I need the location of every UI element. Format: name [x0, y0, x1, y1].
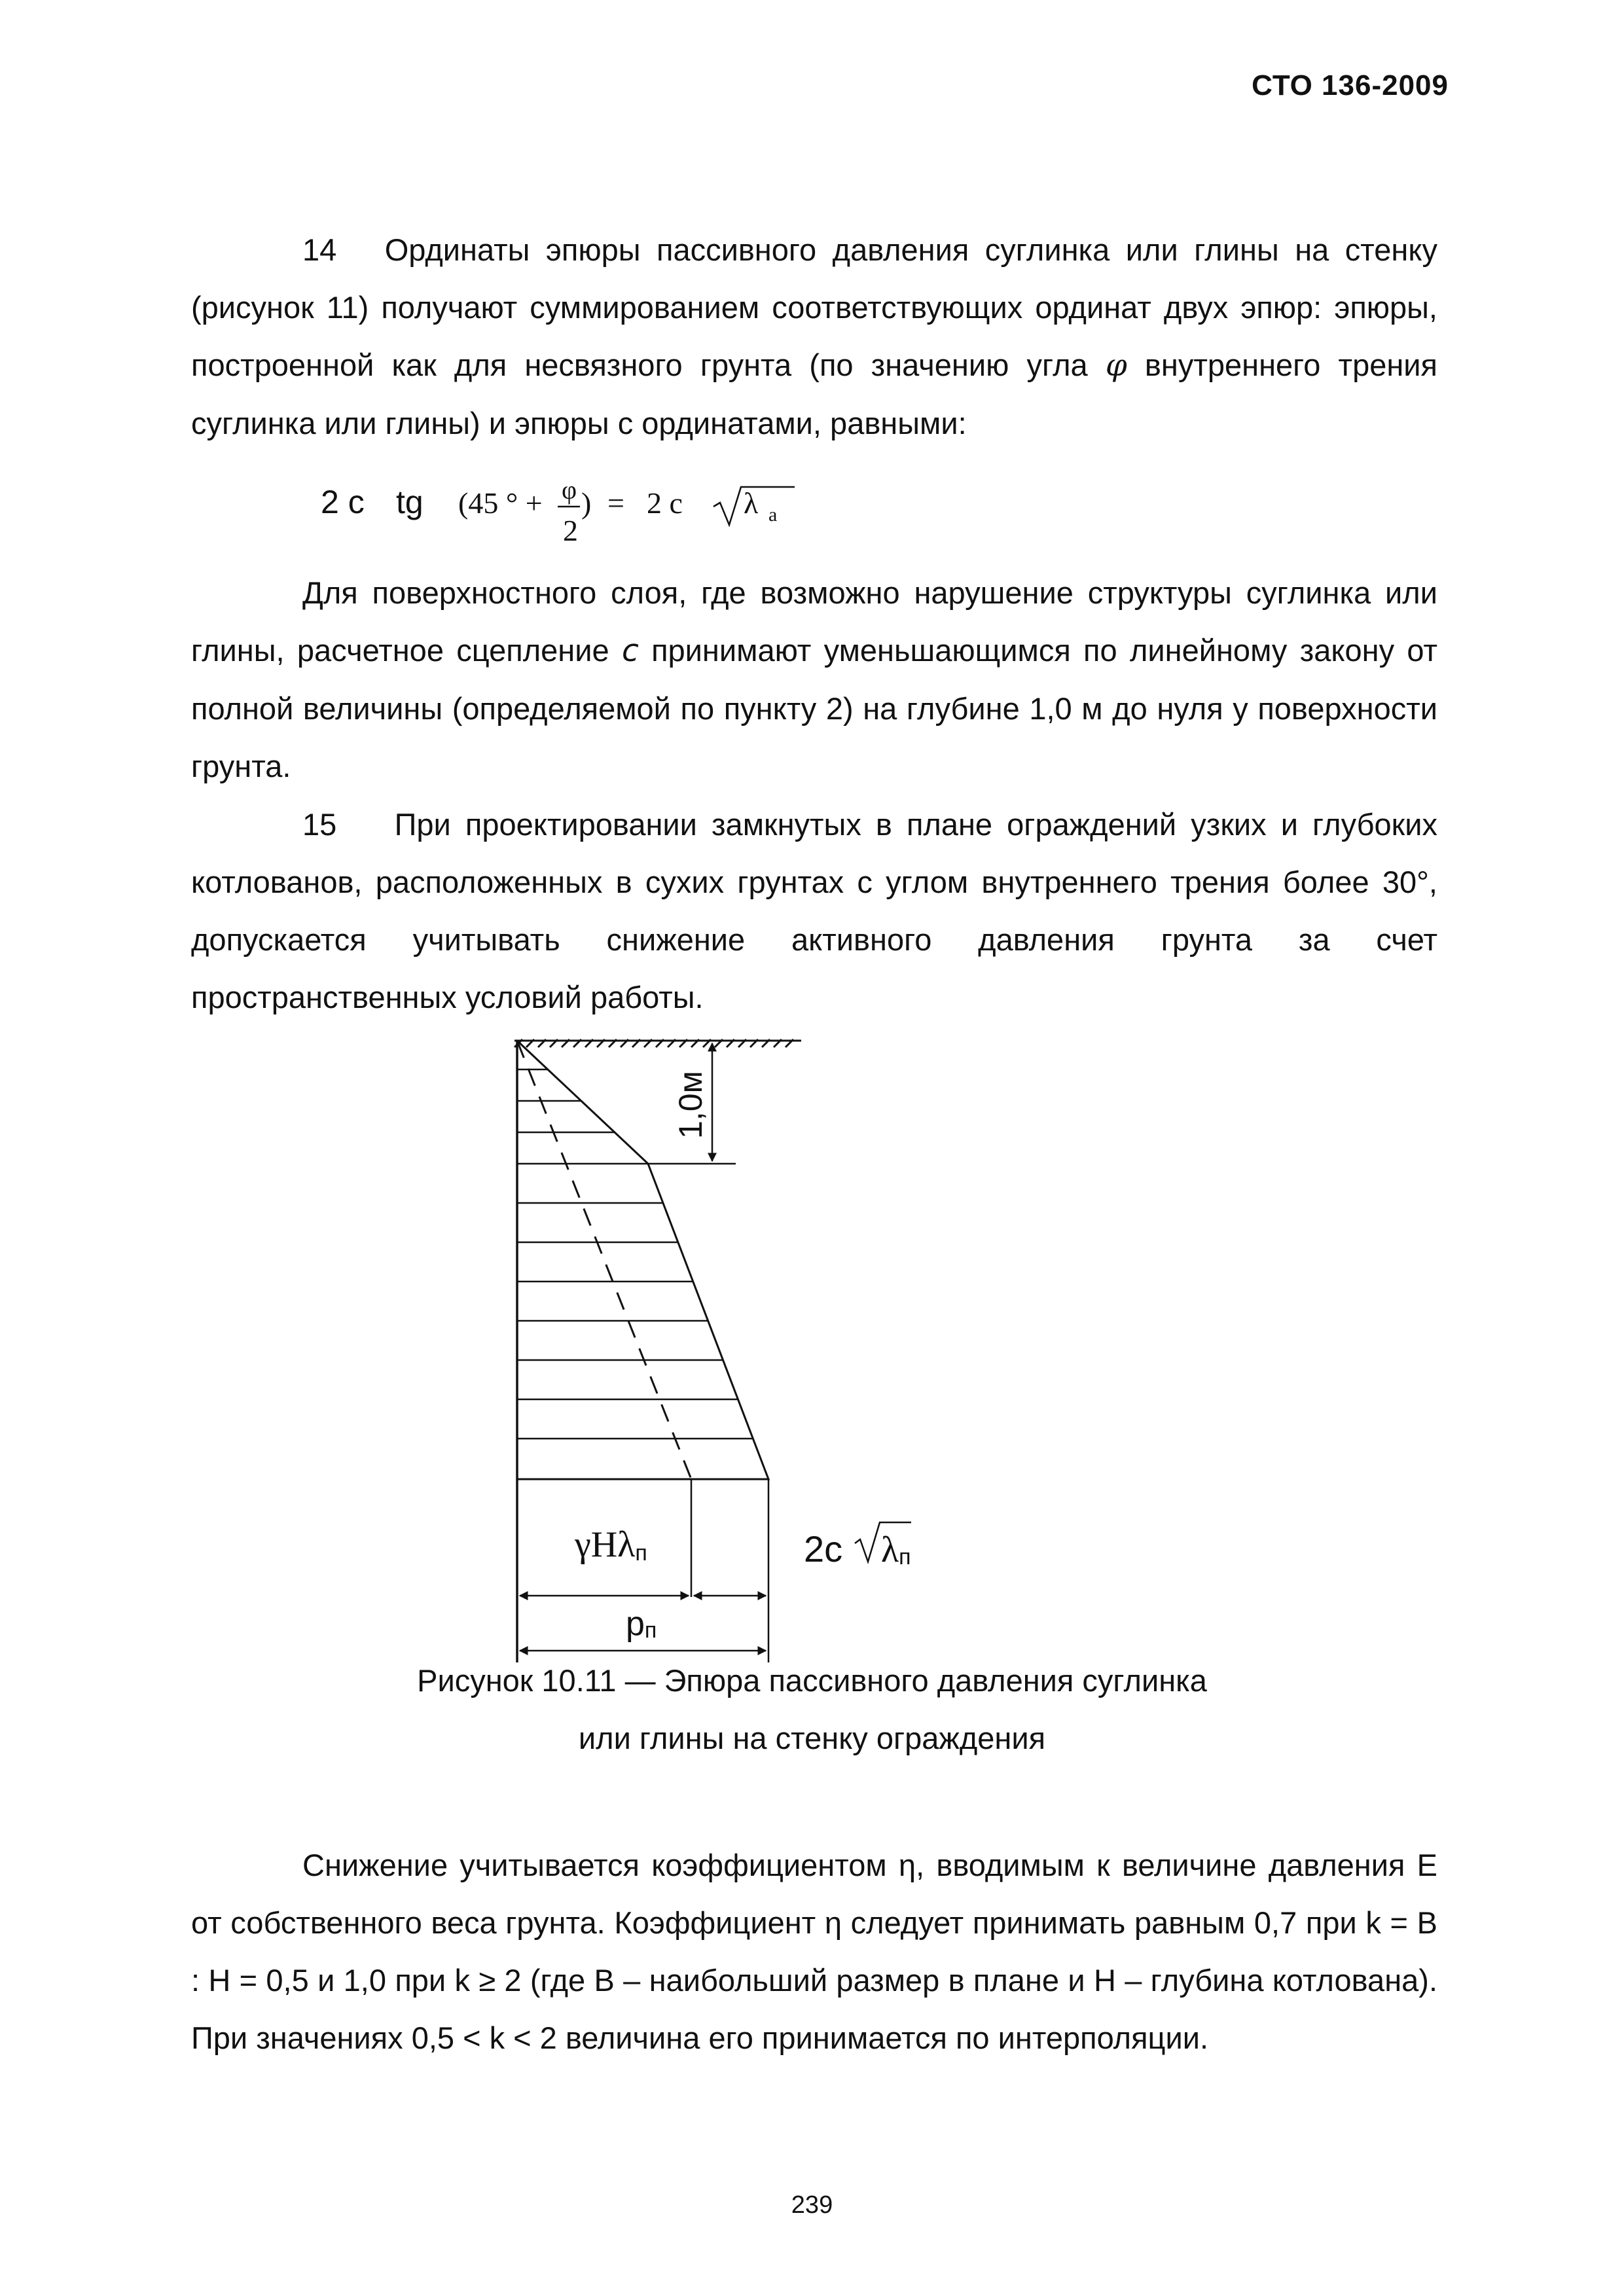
paragraph-14-number: 14	[302, 232, 337, 267]
paragraph-14-text-a: Ординаты эпюры пассивного давления суглинка или глины на стенку (рисунок 11) получают суммированием соответствующих ординат двух эпюр: эпюры, построенной как для несвязного грунта (по значению угла	[191, 232, 1437, 382]
formula-equals: =	[607, 486, 624, 520]
formula-rhs-coefficient: 2 c	[647, 486, 683, 520]
paragraph-surface-layer	[191, 564, 1437, 795]
formula-fraction-denominator: 2	[563, 514, 578, 547]
pressure-diagram-outline	[517, 1041, 768, 1479]
ordinate-lines	[517, 1069, 753, 1439]
paragraph-14	[191, 221, 1437, 452]
paragraph-surface-text-a: Для поверхностного слоя, где возможно нарушение структуры суглинка или глины, расчетное сцепление	[191, 575, 1437, 668]
paragraph-14-text-b: внутреннего трения суглинка или глины) и эпюры с ординатами, равными:	[191, 348, 1438, 440]
cohesionless-dashed-line	[517, 1041, 691, 1479]
paragraph-15-number: 15	[302, 807, 337, 842]
formula-lhs-coefficient: 2 c	[321, 484, 365, 520]
paragraph-15	[191, 796, 1437, 1026]
paragraph-15-text: При проектировании замкнутых в плане ограждений узких и глубоких котлованов, расположенных в сухих грунтах с углом внутреннего трения более 30°, допускается учитывать снижение активного давления грунта за счет пространственных условий работы.	[191, 807, 1437, 1014]
cohesion-coefficient-label: 2c	[804, 1528, 843, 1570]
gamma-h-lambda-label: γHλп	[575, 1524, 647, 1566]
depth-label: 1,0м	[672, 1071, 709, 1139]
paragraph-reduction	[191, 1837, 1437, 2067]
cohesion-symbol: c	[621, 633, 639, 669]
formula-paren-close: )	[581, 486, 592, 520]
formula-lambda-subscript: a	[768, 504, 778, 526]
phi-symbol: φ	[1105, 348, 1127, 384]
paragraph-reduction-text: Снижение учитывается коэффициентом η, вводимым к величине давления Е от собственного веса грунта. Коэффициент η следует принимать равным 0,7 при k = В : Н = 0,5 и 1,0 при k ≥ 2 (где В – наибольший размер в плане и Н – глубина котлована). При значениях 0,5 < k < 2 величина его принимается по интерполяции.	[191, 1848, 1437, 2055]
formula-fraction-numerator: φ	[562, 475, 577, 505]
document-code: СТО 136-2009	[1252, 69, 1449, 101]
formula-tg: tg	[396, 484, 424, 520]
formula-paren-open: (45 ° +	[458, 486, 543, 520]
formula-lambda: λ	[744, 486, 759, 520]
passive-pressure-diagram	[458, 1034, 1047, 1689]
figure-caption-line-2: или глины на стенку ограждения	[578, 1721, 1046, 1755]
total-pressure-label: pп	[626, 1605, 657, 1643]
figure-caption-line-1: Рисунок 10.11 — Эпюра пассивного давления суглинка	[417, 1663, 1207, 1698]
formula-passive-cohesion	[321, 473, 844, 551]
paragraph-surface-text-b: принимают уменьшающимся по линейному закону от полной величины (определяемой по пункту 2) на глубине 1,0 м до нуля у поверхности грунта.	[191, 633, 1437, 783]
ground-surface	[514, 1039, 801, 1047]
cohesion-lambda-label: λп	[881, 1530, 911, 1570]
page-number: 239	[791, 2191, 833, 2219]
